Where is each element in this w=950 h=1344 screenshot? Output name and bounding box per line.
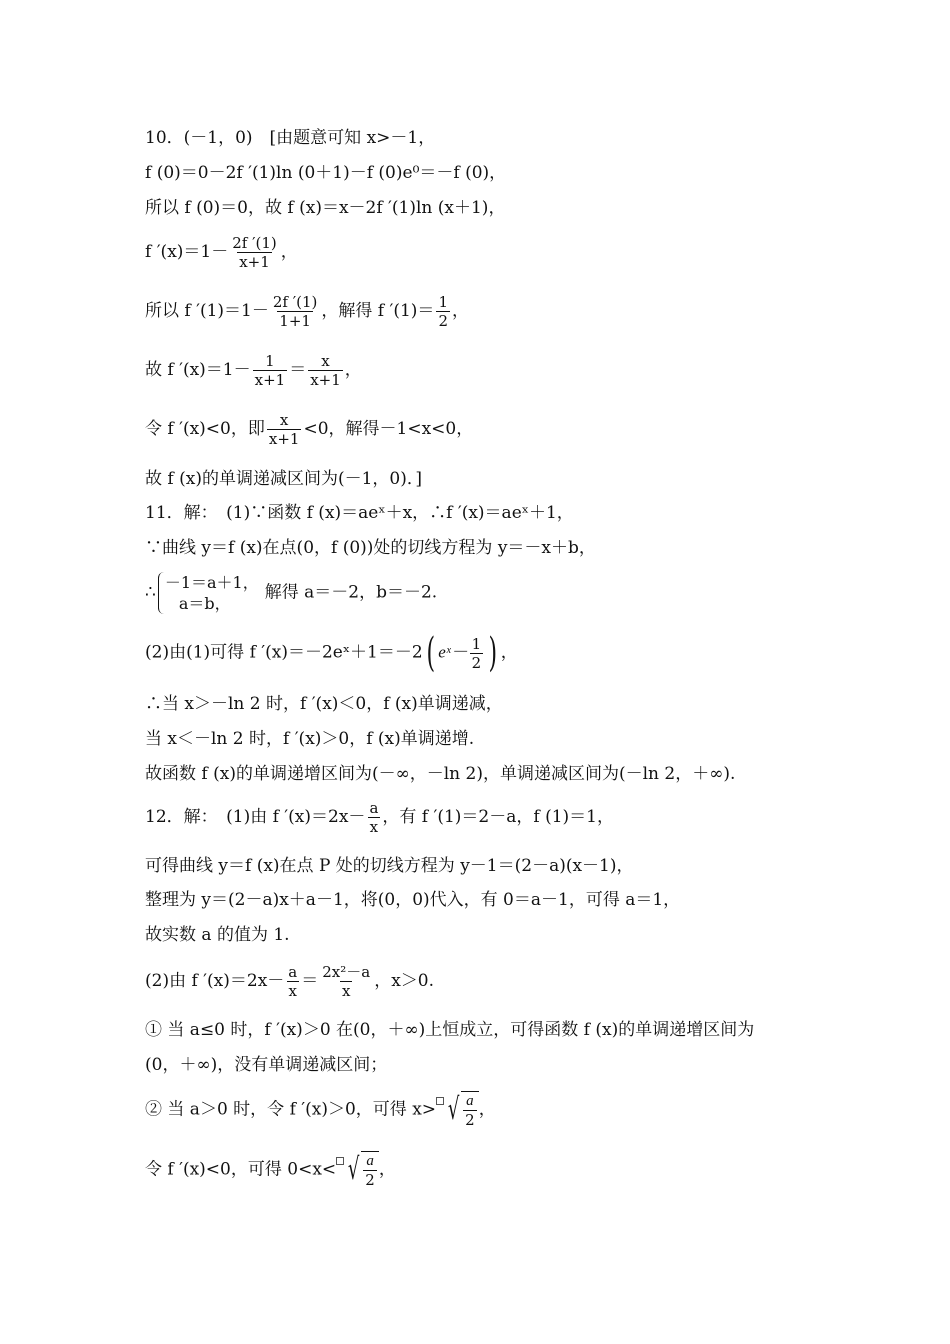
line-11-part1: 11．解： (1)∵函数 f (x)＝aeˣ＋x，∴f ′(x)＝aeˣ＋1， xyxy=(145,503,574,523)
line-12-simplify: 整理为 y＝(2－a)x＋a－1，将(0，0)代入，有 0＝a－1，可得 a＝1， xyxy=(145,890,681,910)
line-10-conclusion: 故 f (x)的单调递减区间为(－1，0)．] xyxy=(145,469,422,489)
placeholder-box-icon xyxy=(436,1097,444,1105)
line-11-increasing: 当 x＜－ln 2 时，f ′(x)＞0，f (x)单调递增. xyxy=(145,729,475,749)
fraction: $\frac{x}{x+1}$ xyxy=(268,411,300,448)
line-f0-equation: f (0)＝0－2f ′(1)ln (0＋1)－f (0)e⁰＝－f (0)， xyxy=(145,163,507,183)
line-11-conclusion: 故函数 f (x)的单调递增区间为(－∞，－ln 2)，单调递减区间为(－ln 2，＋∞). xyxy=(145,764,736,784)
fraction: $\frac{1}{2}$ xyxy=(438,293,448,330)
line-12-case1-cont: (0，＋∞)，没有单调递减区间； xyxy=(145,1055,388,1075)
line-f0-zero: 所以 f (0)＝0，故 f (x)＝x－2f ′(1)ln (x＋1)， xyxy=(145,198,506,218)
square-root: √ $\frac{a}{2}$ xyxy=(344,1151,379,1189)
fraction: $\frac{a}{x}$ xyxy=(369,799,379,836)
line-12-case2-cont: 令 f ′(x)<0，可得 0<x< √ $\frac{a}{2}$ ， xyxy=(145,1152,396,1189)
fraction: $\frac{1}{2}$ xyxy=(471,634,482,672)
line-12-tangent: 可得曲线 y＝f (x)在点 P 处的切线方程为 y－1＝(2－a)(x－1)， xyxy=(145,856,634,876)
line-12-case2: ② 当 a＞0 时，令 f ′(x)＞0，可得 x> √ $\frac{a}{2}$ ， xyxy=(145,1092,496,1129)
line-12-part1: 12．解： (1)由 f ′(x)＝2x－ $\frac{a}{x}$ ，有 f ′(1)＝2－a，f (1)＝1， xyxy=(145,799,614,836)
right-paren-icon: ) xyxy=(488,630,498,676)
fraction: $\frac{a}{2}$ xyxy=(365,1153,375,1189)
fraction: $\frac{a}{2}$ xyxy=(465,1093,475,1129)
line-12-value: 故实数 a 的值为 1. xyxy=(145,925,290,945)
square-root: √ $\frac{a}{2}$ xyxy=(444,1091,479,1129)
fraction: $\frac{\text{2x²－a}}{x}$ xyxy=(322,963,371,1000)
fraction: $\frac{2f '(1)}{1+1}$ xyxy=(272,293,318,330)
fraction: $\frac{a}{x}$ xyxy=(288,963,298,1000)
fraction: $\frac{x}{x+1}$ xyxy=(310,352,341,389)
line-derivative: f ′(x)＝1－ $\frac{2f '(1)}{x+1}$ ， xyxy=(145,234,298,271)
line-12-case1: ① 当 a≤0 时，f ′(x)＞0 在(0，＋∞)上恒成立，可得函数 f (x)的单调递增区间为 xyxy=(145,1020,755,1040)
line-solve-f1: 所以 f ′(1)＝1－ $\frac{2f '(1)}{1+1}$ ，解得 f ′(1)＝ $\frac{1}{2}$ ， xyxy=(145,293,469,330)
fraction: $\frac{2f '(1)}{x+1}$ xyxy=(232,234,277,271)
line-11-tangent: ∵曲线 y＝f (x)在点(0，f (0))处的切线方程为 y＝－x＋b， xyxy=(145,538,596,558)
line-12-part2: (2)由 f ′(x)＝2x－ $\frac{a}{x}$ ＝ $\frac{\text{2x²－a}}{x}$ ，x＞0. xyxy=(145,963,435,1000)
equation-system: －1＝a＋1， a＝b， xyxy=(158,572,259,614)
line-11-part2: (2)由(1)可得 f ′(x)＝－2eˣ＋1＝－2( eˣ－ $\frac{1}{2}$ ) ， xyxy=(145,630,518,676)
left-paren-icon: ( xyxy=(426,630,435,676)
fraction: $\frac{1}{x+1}$ xyxy=(254,352,286,389)
line-derivative-simplified: 故 f ′(x)＝1－ $\frac{1}{x+1}$ ＝ $\frac{x}{x+1}$ ， xyxy=(145,352,362,389)
line-11-decreasing: ∴当 x＞－ln 2 时，f ′(x)＜0，f (x)单调递减， xyxy=(145,694,503,714)
line-11-system: ∴ －1＝a＋1， a＝b， 解得 a＝－2，b＝－2. xyxy=(145,573,438,613)
placeholder-box-icon xyxy=(336,1157,344,1165)
line-inequality: 令 f ′(x)<0，即 $\frac{x}{x+1}$ <0，解得－1<x<0， xyxy=(145,411,474,448)
line-10-answer: 10．(－1，0) [由题意可知 x>－1， xyxy=(145,128,436,148)
